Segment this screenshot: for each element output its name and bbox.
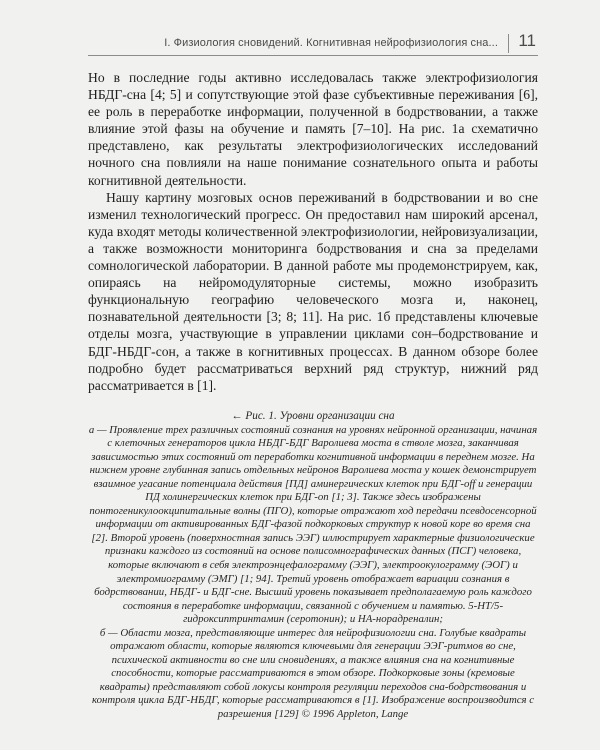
figure-caption xyxy=(87,410,539,722)
running-header-title: I. Физиология сновидений. Когнитивная нейрофизиология сна... xyxy=(164,37,498,49)
figure-caption-part-a: а — Проявление трех различных состояний сознания на уровнях нейронной организации, начиная с клеточных генераторов цикла НБДГ-БДГ Варолиева моста в стволе мозга, заканчивая зависимостью этих состояний от переработки когнитивной информации в переднем мозге. На нижнем уровне глубинная запись отдельных нейронов Варолиева моста у кошек демонстрирует взаимное угасание потенциала действия [ПД] аминергических клеток при БДГ-off и генерации ПД холинергических клеток при БДГ-on [1; 3]. Также здесь изображены понтогеникулоокципитальные волны (ПГО), которые отражают ход передачи псевдосенсорной информации от активированных БДГ-фазой подкорковых структур к новой коре во время сна [2]. Второй уровень (поверхностная запись ЭЭГ) иллюстрирует характерные физиологические признаки каждого из состояний на основе полисомнографических данных (ПСГ) человека, которые включают в себя электроэнцефалограмму (ЭЭГ), электроокулограмму (ЭОГ) и электромиограмму (ЭМГ) [1; 94]. Третий уровень отображает вариации сознания в бодрствовании, НБДГ- и БДГ-сне. Высший уровень показывает предполагаемую роль каждого состояния в переработке информации, связанной с обучением и памятью. 5-НТ/5-гидроксиптринтамин (серотонин); и НА-норадреналин; xyxy=(88,423,538,626)
main-text xyxy=(88,69,538,394)
figure-caption-part-b: б — Области мозга, представляющие интерес для нейрофизиологии сна. Голубые квадраты отражают области, которые являются ключевыми для генерации ЭЭГ-ритмов во сне, психической активности во сне или сновидениях, а также влияния сна на когнитивные способности, которые рассматриваются в этом обзоре. Подкорковые зоны (кремовые квадраты) представляют собой локусы контроля регуляции переходов сна-бодрствования и контроля цикла БДГ-НБДГ, которые рассматриваются в [1]. Изображение воспроизводится с разрешения [129] © 1996 Appleton, Lange xyxy=(91,626,535,721)
running-header xyxy=(88,31,538,56)
paragraph-2: Нашу картину мозговых основ переживаний в бодрствовании и во сне изменил технологический прогресс. Он предоставил нам широкий арсенал, куда входят методы количественной электрофизиологии, нейровизуализации, а также возможности мониторинга бодрствования и сна за пределами сомнологической лаборатории. В данной работе мы продемонстрируем, как, опираясь на нейромодуляторные системы, можно изобразить функциональную географию человеческого мозга и, наконец, познавательной деятельности [3; 8; 11]. На рис. 1б представлены ключевые отделы мозга, участвующие в управлении циклами сон–бодрствование и БДГ-НБДГ-сон, а также в когнитивных процессах. В данном обзоре более подробно будет рассматриваться верхний ряд структур, нижний ряд рассматривается в [1]. xyxy=(88,189,538,393)
figure-caption-title: ← Рис. 1. Уровни организации сна xyxy=(231,410,395,422)
header-divider xyxy=(508,34,509,53)
page-number: 11 xyxy=(518,31,536,50)
paragraph-1: Но в последние годы активно исследовалась также электрофизиология НБДГ-сна [4; 5] и сопутствующие этой фазе субъективные переживания [6], ее роль в переработке информации, полученной в бодрствовании, а также влияние этой фазы на обучение и память [7–10]. На рис. 1а схематично представлено, как результаты электрофизиологических исследований ночного сна повлияли на наше понимание сознательного опыта и работы когнитивной деятельности. xyxy=(88,70,538,188)
